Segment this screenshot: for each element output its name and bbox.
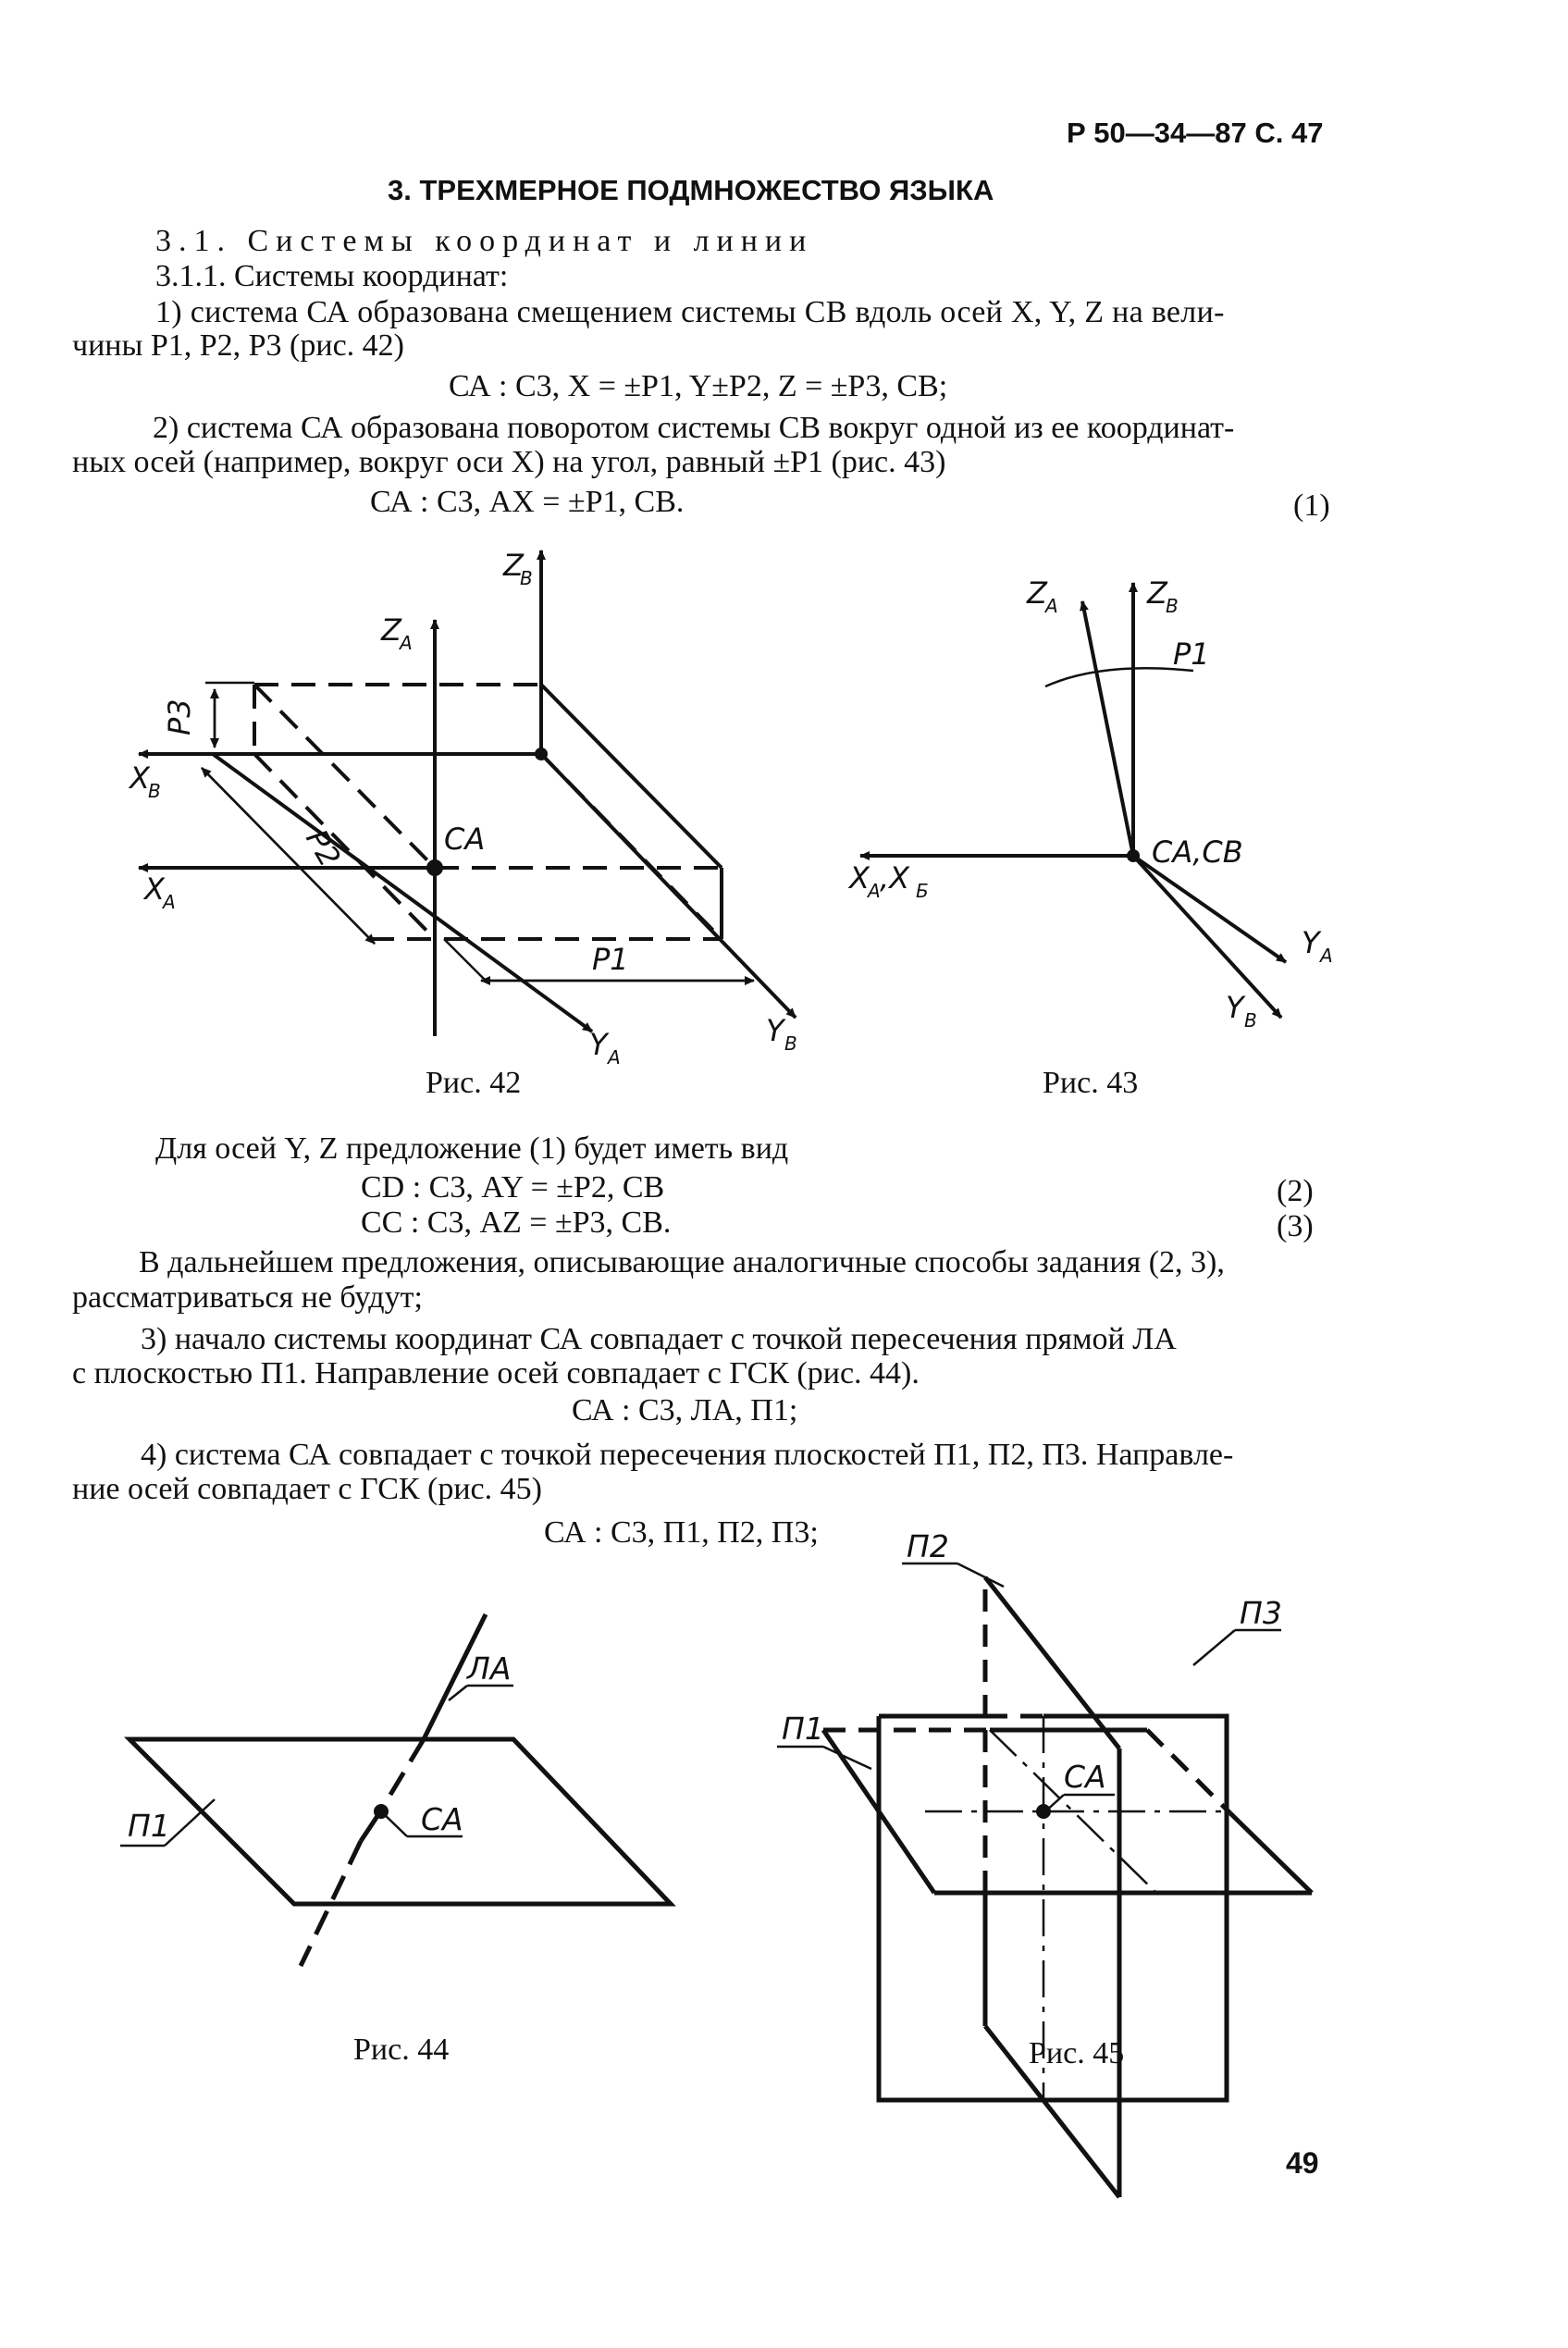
figure-45-caption: Рис. 45 — [1029, 2036, 1125, 2070]
line-la-hidden-1 — [379, 1739, 424, 1813]
section-title: 3. ТРЕХМЕРНОЕ ПОДМНОЖЕСТВО ЯЗЫКА — [388, 174, 994, 206]
fig45-p1-label: П1 — [782, 1711, 824, 1747]
fig44-la-label: ЛА — [467, 1650, 512, 1687]
fig43-ca-cb-label: СА,СВ — [1152, 834, 1243, 870]
fig42-ya-sub: А — [608, 1046, 621, 1069]
fig43-p1-label: P1 — [1173, 636, 1210, 672]
fig42-xa-label: X — [144, 871, 165, 907]
item2-line1: 2) система СА образована поворотом системы СВ вокруг одной из ее координат- — [153, 411, 1235, 445]
fig42-yb-label: Y — [766, 1013, 784, 1048]
item1-line2: чины P1, P2, P3 (рис. 42) — [72, 328, 404, 363]
page-header-code: Р 50—34—87 С. 47 — [1067, 117, 1324, 149]
fig43-za-sub: А — [1045, 595, 1058, 617]
equation-2: CD : С3, AY = ±P2, СВ — [361, 1170, 665, 1205]
fig42-za-label: Z — [381, 612, 401, 648]
fig43-yb-label: Y — [1226, 990, 1244, 1025]
angle-arc-43 — [1045, 668, 1193, 686]
yz-intro: Для осей Y, Z предложение (1) будет иметь вид — [155, 1131, 789, 1166]
fig43-xa-sub: А — [868, 880, 881, 902]
fig42-p3-label: P3 — [162, 698, 197, 735]
equation-la: СА : С3, ЛА, П1; — [572, 1393, 798, 1427]
ya-axis-43 — [1133, 856, 1286, 962]
fig42-p2-label: P2 — [299, 823, 348, 873]
fig42-xb-sub: В — [148, 780, 161, 802]
figure-42-labels — [128, 548, 797, 1069]
yb-axis-43 — [1133, 856, 1281, 1018]
figure-43-caption: Рис. 43 — [1043, 1066, 1139, 1100]
fig42-za-sub: А — [400, 632, 413, 654]
fig45-ca-label: СА — [1064, 1759, 1106, 1795]
fig43-za-label: Z — [1027, 575, 1047, 611]
fig44-ca-label: СА — [421, 1801, 463, 1837]
fig42-p1-label: P1 — [592, 942, 629, 977]
page-number: 49 — [1286, 2146, 1319, 2180]
fig43-zb-sub: В — [1166, 595, 1179, 617]
ya-axis — [213, 754, 592, 1032]
fig42-ca-label: СА — [444, 822, 486, 857]
line-la-visible-mid — [361, 1813, 379, 1841]
fig42-zb-sub: В — [520, 567, 533, 589]
plane-p1-44 — [130, 1739, 671, 1904]
item4-line1: 4) система СА совпадает с точкой пересечения плоскостей П1, П2, П3. Направле- — [141, 1438, 1234, 1472]
equation-1-number: (1) — [1293, 488, 1330, 523]
figure-43 — [860, 583, 1286, 1018]
fig43-xa-label: X — [849, 860, 870, 896]
fig45-p3-label: П3 — [1240, 1595, 1282, 1631]
item3-line1: 3) начало системы координат СА совпадает с точкой пересечения прямой ЛА — [141, 1322, 1177, 1356]
item3-line2: с плоскостью П1. Направление осей совпадает с ГСК (рис. 44). — [72, 1356, 920, 1390]
fig43-xb-label: ,X — [880, 860, 910, 896]
subsubsection-heading: 3.1.1. Системы координат: — [155, 259, 509, 293]
fig42-ya-label: Y — [589, 1027, 608, 1062]
further-line1: В дальнейшем предложения, описывающие аналогичные способы задания (2, 3), — [139, 1245, 1225, 1279]
item1-line1: 1) система СА образована смещением системы СВ вдоль осей X, Y, Z на вели- — [155, 295, 1225, 329]
figure-44-caption: Рис. 44 — [353, 2033, 450, 2067]
yb-axis — [541, 754, 796, 1018]
further-line2: рассматриваться не будут; — [72, 1280, 423, 1315]
fig43-xb-sub: Б — [916, 880, 929, 902]
equation-3-number: (3) — [1277, 1209, 1314, 1243]
fig43-yb-sub: В — [1244, 1009, 1257, 1032]
fig42-yb-sub: В — [784, 1032, 797, 1055]
fig43-ya-label: Y — [1302, 925, 1320, 960]
figure-42 — [139, 550, 796, 1036]
fig42-xb-label: X — [130, 760, 150, 796]
figure-42-caption: Рис. 42 — [426, 1066, 522, 1100]
fig42-zb-label: Z — [503, 548, 524, 583]
figure-45-labels — [782, 1528, 1282, 1795]
equation-shift: СА : С3, X = ±P1, Y±P2, Z = ±P3, СВ; — [449, 369, 948, 403]
item4-line2: ние осей совпадает с ГСК (рис. 45) — [72, 1472, 542, 1506]
za-axis-43 — [1082, 601, 1133, 856]
fig44-p1-label: П1 — [128, 1808, 170, 1844]
fig43-zb-label: Z — [1147, 575, 1167, 611]
equation-planes: СА : С3, П1, П2, П3; — [544, 1515, 819, 1550]
equation-1: СА : С3, АХ = ±P1, СВ. — [370, 485, 685, 519]
fig45-p2-label: П2 — [907, 1528, 949, 1564]
equation-2-number: (2) — [1277, 1174, 1314, 1208]
item2-line2: ных осей (например, вокруг оси X) на угол, равный ±P1 (рис. 43) — [72, 445, 946, 479]
fig43-ya-sub: А — [1320, 945, 1333, 967]
figure-45 — [777, 1563, 1312, 2197]
figure-44 — [120, 1614, 671, 1966]
subsection-heading: 3.1. Системы координат и линии — [155, 224, 814, 258]
equation-3: СС : С3, AZ = ±P3, СВ. — [361, 1205, 672, 1240]
fig42-xa-sub: А — [163, 891, 176, 913]
